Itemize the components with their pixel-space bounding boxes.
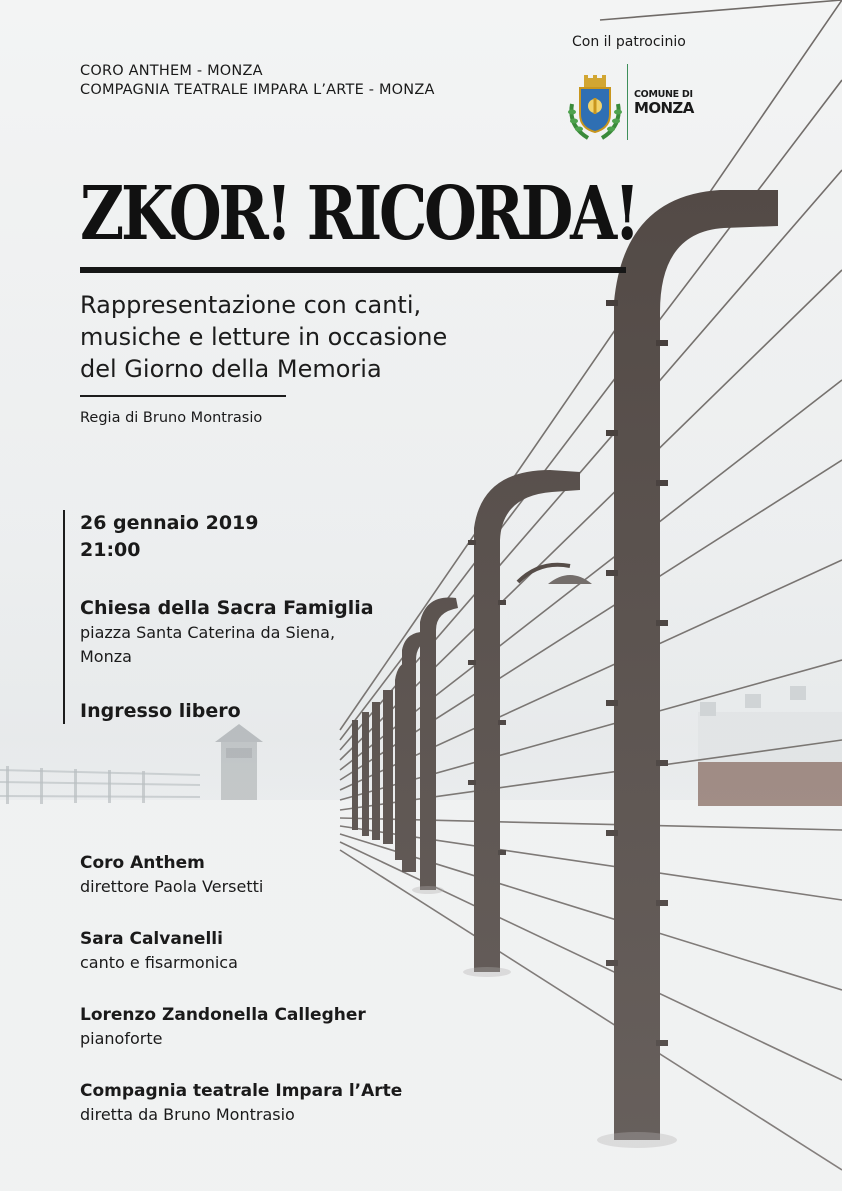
performer-name: Lorenzo Zandonella Callegher [80, 1005, 366, 1025]
subtitle-line: musiche e letture in occasione [80, 323, 448, 351]
event-datetime [80, 510, 258, 564]
title-rule [80, 267, 626, 273]
performer-name: Sara Calvanelli [80, 929, 223, 949]
performer-item [80, 1079, 402, 1127]
subtitle-rule [80, 395, 286, 397]
comune-logo [634, 90, 694, 116]
entry-info: Ingresso libero [80, 700, 241, 722]
logo-line2: MONZA [634, 99, 694, 117]
subtitle-line: del Giorno della Memoria [80, 355, 382, 383]
poster-title: ZKOR! RICORDA! [80, 171, 638, 257]
performer-role: diretta da Bruno Montrasio [80, 1105, 295, 1124]
event-date: 26 gennaio 2019 [80, 512, 259, 534]
organizer-line: CORO ANTHEM - MONZA [80, 63, 263, 79]
logo-line1: COMUNE DI [634, 89, 693, 100]
event-venue: Chiesa della Sacra Famiglia [80, 597, 374, 619]
performer-item [80, 927, 238, 975]
performer-name: Coro Anthem [80, 853, 205, 873]
performer-item [80, 1003, 366, 1051]
performer-name: Compagnia teatrale Impara l’Arte [80, 1081, 403, 1101]
performer-role: direttore Paola Versetti [80, 877, 264, 896]
event-info-bar [63, 510, 65, 724]
patronage-label: Con il patrocinio [572, 34, 686, 50]
organizer-line: COMPAGNIA TEATRALE IMPARA L’ARTE - MONZA [80, 82, 435, 98]
logo-divider [627, 64, 628, 140]
performer-item [80, 851, 263, 899]
event-address [80, 621, 335, 669]
subtitle-line: Rappresentazione con canti, [80, 291, 422, 319]
address-line: piazza Santa Caterina da Siena, [80, 623, 336, 642]
event-time: 21:00 [80, 539, 141, 561]
organizers [80, 62, 435, 100]
performer-role: pianoforte [80, 1029, 163, 1048]
direction-credit: Regia di Bruno Montrasio [80, 410, 263, 426]
address-line: Monza [80, 647, 132, 666]
subtitle [80, 289, 447, 385]
monza-coat-of-arms-icon [566, 74, 624, 142]
performer-role: canto e fisarmonica [80, 953, 238, 972]
